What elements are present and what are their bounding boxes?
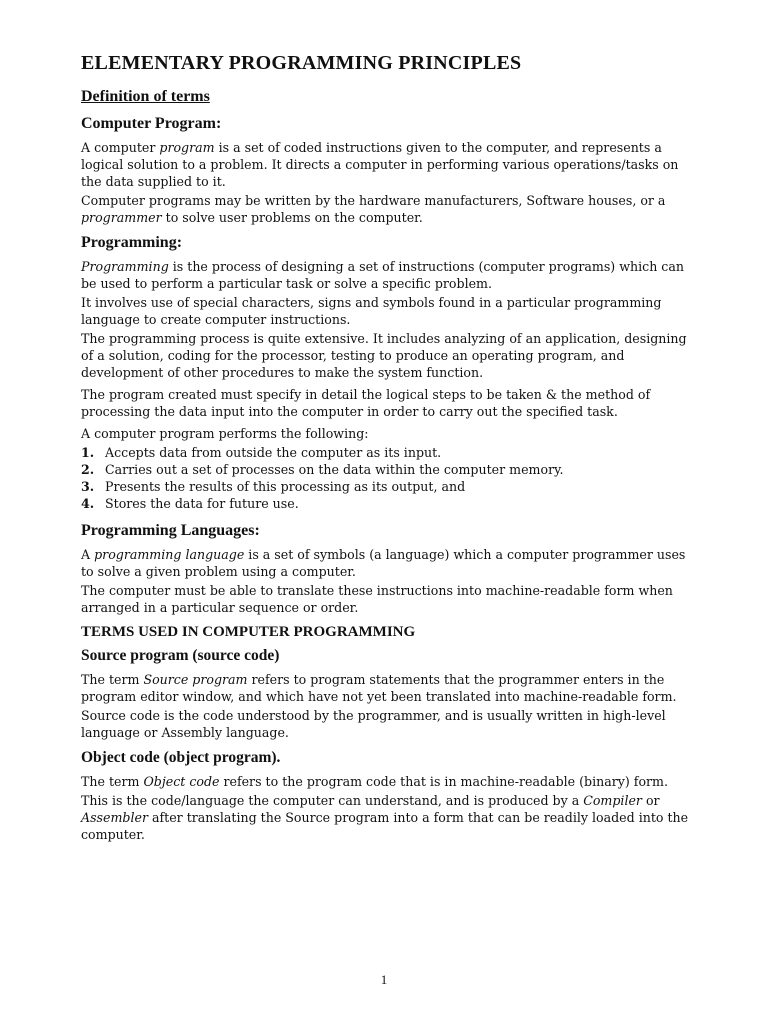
object-paragraph-1: The term Object code refers to the program code that is in machine-readable (binary) form. — [81, 774, 668, 789]
object-paragraph-2: This is the code/language the computer can understand, and is produced by a Compiler or Assembler after translating the Source program into a form that can be readily loaded into the computer. — [81, 793, 689, 842]
computer-program-paragraph-2: Computer programs may be written by the hardware manufacturers, Software houses, or a programmer to solve user problems on the computer. — [81, 193, 666, 225]
document-title: ELEMENTARY PROGRAMMING PRINCIPLES — [81, 52, 522, 74]
computer-program-paragraph-1: A computer program is a set of coded instructions given to the computer, and represents a logical solution to a problem. It directs a computer in performing various operations/tasks on the data supplied to it. — [81, 140, 679, 189]
source-paragraph-2: Source code is the code understood by the programmer, and is usually written in high-level language or Assembly language. — [81, 708, 666, 740]
terms-heading: TERMS USED IN COMPUTER PROGRAMMING — [81, 624, 416, 640]
programming-paragraph-1: Programming is the process of designing a set of instructions (computer programs) which can be used to perform a particular task or solve a specific problem. — [81, 259, 684, 291]
definition-heading: Definition of terms — [81, 88, 210, 105]
list-item: 4. Stores the data for future use. — [81, 496, 299, 511]
program-functions-list — [81, 444, 693, 512]
programming-paragraph-2: It involves use of special characters, signs and symbols found in a particular programming language to create computer instructions. — [81, 295, 662, 327]
object-code-heading: Object code (object program). — [81, 749, 281, 766]
languages-paragraph-2: The computer must be able to translate these instructions into machine-readable form when arranged in a particular sequence or order. — [81, 583, 673, 615]
programming-paragraph-5: A computer program performs the following: — [81, 426, 369, 441]
document-page — [81, 52, 693, 848]
page-number: 1 — [380, 972, 388, 987]
list-item: 1. Accepts data from outside the computer as its input. — [81, 445, 442, 460]
computer-program-heading: Computer Program: — [81, 115, 222, 132]
list-item: 3. Presents the results of this processing as its output, and — [81, 479, 466, 494]
source-paragraph-1: The term Source program refers to program statements that the programmer enters in the program editor window, and which have not yet been translated into machine-readable form. — [81, 672, 677, 704]
source-program-heading: Source program (source code) — [81, 647, 280, 664]
programming-paragraph-4: The program created must specify in detail the logical steps to be taken & the method of processing the data input into the computer in order to carry out the specified task. — [81, 387, 651, 419]
languages-paragraph-1: A programming language is a set of symbols (a language) which a computer programmer uses to solve a given problem using a computer. — [81, 547, 686, 579]
list-item: 2. Carries out a set of processes on the data within the computer memory. — [81, 462, 564, 477]
programming-heading: Programming: — [81, 234, 183, 251]
programming-paragraph-3: The programming process is quite extensive. It includes analyzing of an application, designing of a solution, coding for the processor, testing to produce an operating program, and development of other procedures to make the system function. — [81, 331, 687, 380]
programming-languages-heading: Programming Languages: — [81, 522, 260, 539]
